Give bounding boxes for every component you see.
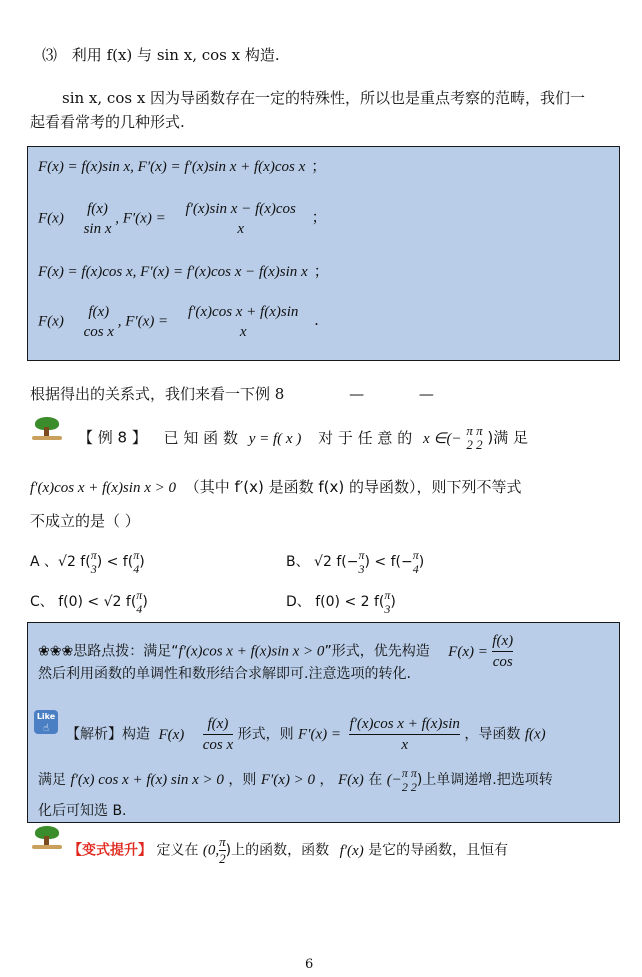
page-number: 6 — [305, 957, 314, 972]
example-line-2: f′(x)cos x + f(x)sin x > 0 （其中 f′(x) 是函数 f(x) 的导函数），则下列不等式 — [30, 478, 522, 496]
example-line-3: 不成立的是（ ） — [30, 512, 140, 530]
option-b: B、 √2 f(− π 3 ) < f(− π 4 ) — [286, 548, 425, 576]
lead-line: 根据得出的关系式，我们来看一下例 8 — — — [30, 385, 434, 403]
variant-line: 【变式提升】 定义在 (0, $\frac{\pi}{2}$ )上的函数，函数 f′(x) 是它的导函数，且恒有 — [68, 834, 509, 866]
intro-line-1: sin x, cos x 因为导函数存在一定的特殊性，所以也是重点考察的范畴，我们一 — [62, 89, 586, 107]
example-line-1: 【 例 8 】 已 知 函 数 y = f( x ) 对 于 任 意 的 x ∈(− π π 2 2 )满 足 — [78, 423, 529, 452]
formula-2: F(x) f(x) sin x , F′(x) = f′(x)sin x − f(x)cos x ； — [38, 201, 327, 237]
section-title: 利用 f(x) 与 sin x, cos x 构造. — [71, 46, 280, 64]
section-marker: ⑶ — [42, 46, 58, 64]
formula-box — [27, 146, 620, 361]
solution-line-3: 化后可知选 B. — [38, 803, 127, 819]
solution-line-2: 满足 f′(x) cos x + f(x) sin x > 0 ，则 F′(x) > 0 ， F(x) 在 (− π π 2 2 )上单调递增.把选项转 — [38, 766, 553, 794]
tree-icon-2 — [32, 826, 62, 848]
hint-line-2: 然后利用函数的单调性和数形结合求解即可.注意选项的转化. — [38, 666, 411, 682]
hint-box — [27, 622, 620, 702]
solution-line-1: 【解析】构造 F(x) $\frac{f(x)}{\text{cos x}}$ 形式，则 F′(x) = $\frac{\text{f′(x)cos x + f(x)sin}}{x}$ ，导函数 f(x) — [66, 716, 546, 753]
solution-box — [27, 700, 620, 823]
section-heading — [42, 44, 280, 65]
intro-line-2: 起看看常考的几种形式. — [30, 113, 185, 131]
formula-4: F(x) f(x) cos x , F′(x) = f′(x)cos x + f(x)sin x . — [38, 304, 319, 340]
formula-1: F(x) = f(x)sin x, F′(x) = f′(x)sin x + f(x)cos x ； — [38, 157, 327, 175]
option-c: C、 f(0) < √2 f( π 4 ) — [30, 588, 148, 616]
option-a: A 、√2 f( π 3 ) < f( π 4 ) — [30, 548, 145, 576]
option-d: D、 f(0) < 2 f( π 3 ) — [286, 588, 396, 616]
formula-3: F(x) = f(x)cos x, F′(x) = f′(x)cos x − f(x)sin x ； — [38, 262, 329, 280]
example-tag: 【 例 8 】 — [78, 428, 147, 447]
like-icon: Like ☝ — [34, 710, 58, 734]
variant-tag: 【变式提升】 — [68, 842, 152, 859]
tree-icon — [32, 417, 62, 439]
hint-line-1: ❀❀❀思路点拨：满足“f′(x)cos x + f(x)sin x > 0”形式，优先构造 F(x) = $\frac{f(x)}{\cos}$ — [38, 633, 514, 670]
